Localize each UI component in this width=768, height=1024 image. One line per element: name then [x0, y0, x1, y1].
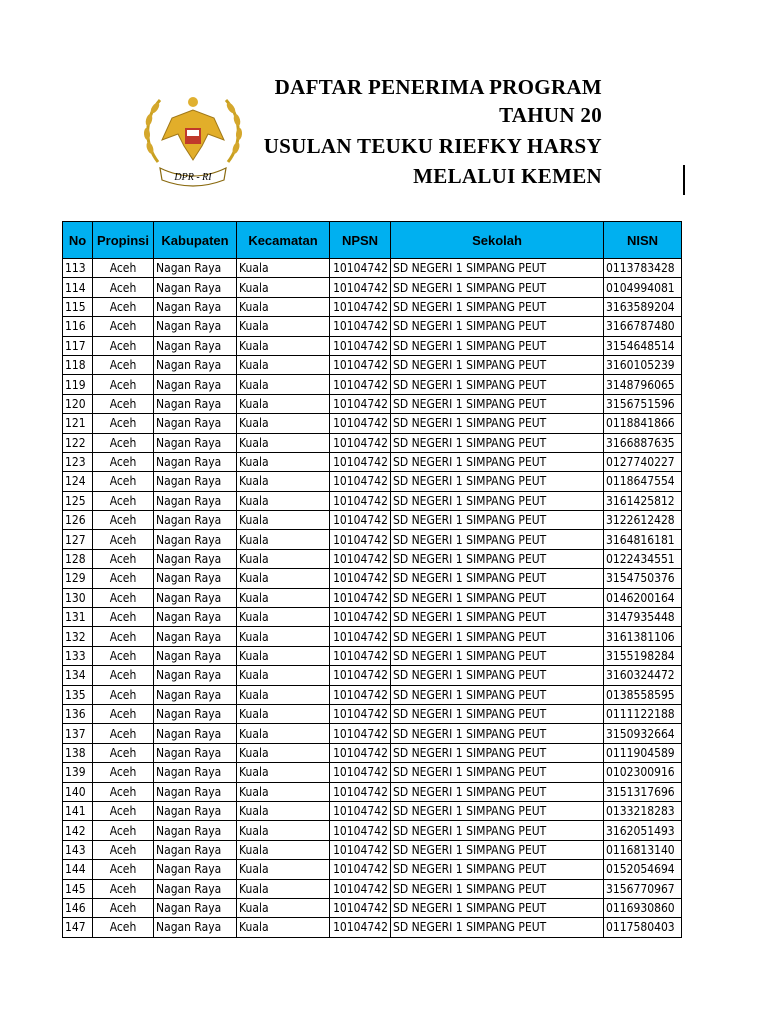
- table-row: [63, 530, 682, 549]
- cell-no: 145: [63, 879, 93, 898]
- cell-no: 129: [63, 569, 93, 588]
- cell-sekolah: SD NEGERI 1 SIMPANG PEUT: [391, 898, 604, 917]
- cell-npsn: 10104742: [330, 704, 391, 723]
- cell-npsn: 10104742: [330, 259, 391, 278]
- cell-no: 130: [63, 588, 93, 607]
- cell-kabupaten: Nagan Raya: [154, 724, 237, 743]
- cell-npsn: 10104742: [330, 549, 391, 568]
- table-row: [63, 782, 682, 801]
- cell-propinsi: Aceh: [93, 433, 154, 452]
- emblem-label: DPR - RI: [174, 172, 212, 183]
- cell-sekolah: SD NEGERI 1 SIMPANG PEUT: [391, 375, 604, 394]
- cell-nisn: 3162051493: [604, 821, 682, 840]
- cell-npsn: 10104742: [330, 821, 391, 840]
- cell-kecamatan: Kuala: [237, 918, 330, 937]
- column-header-npsn: NPSN: [330, 222, 391, 259]
- cell-sekolah: SD NEGERI 1 SIMPANG PEUT: [391, 763, 604, 782]
- table-row: [63, 704, 682, 723]
- cell-kabupaten: Nagan Raya: [154, 317, 237, 336]
- cell-sekolah: SD NEGERI 1 SIMPANG PEUT: [391, 588, 604, 607]
- cell-propinsi: Aceh: [93, 394, 154, 413]
- table-row: [63, 724, 682, 743]
- cell-propinsi: Aceh: [93, 666, 154, 685]
- cell-kabupaten: Nagan Raya: [154, 840, 237, 859]
- cell-no: 131: [63, 608, 93, 627]
- cell-kabupaten: Nagan Raya: [154, 549, 237, 568]
- cell-propinsi: Aceh: [93, 646, 154, 665]
- cell-no: 124: [63, 472, 93, 491]
- cell-npsn: 10104742: [330, 375, 391, 394]
- cell-kecamatan: Kuala: [237, 317, 330, 336]
- cell-no: 116: [63, 317, 93, 336]
- cell-sekolah: SD NEGERI 1 SIMPANG PEUT: [391, 782, 604, 801]
- cell-kabupaten: Nagan Raya: [154, 918, 237, 937]
- cell-kecamatan: Kuala: [237, 704, 330, 723]
- table-row: [63, 608, 682, 627]
- cell-sekolah: SD NEGERI 1 SIMPANG PEUT: [391, 918, 604, 937]
- cell-nisn: 3166887635: [604, 433, 682, 452]
- cell-no: 128: [63, 549, 93, 568]
- cell-sekolah: SD NEGERI 1 SIMPANG PEUT: [391, 317, 604, 336]
- cell-propinsi: Aceh: [93, 879, 154, 898]
- cell-npsn: 10104742: [330, 608, 391, 627]
- cell-kecamatan: Kuala: [237, 608, 330, 627]
- cell-kabupaten: Nagan Raya: [154, 743, 237, 762]
- cell-npsn: 10104742: [330, 472, 391, 491]
- cell-nisn: 3160105239: [604, 355, 682, 374]
- cell-kecamatan: Kuala: [237, 355, 330, 374]
- cell-npsn: 10104742: [330, 491, 391, 510]
- cell-kecamatan: Kuala: [237, 743, 330, 762]
- cell-nisn: 3161381106: [604, 627, 682, 646]
- cell-kabupaten: Nagan Raya: [154, 394, 237, 413]
- table-row: [63, 821, 682, 840]
- column-header-sekolah: Sekolah: [391, 222, 604, 259]
- cell-kecamatan: Kuala: [237, 588, 330, 607]
- column-header-kabupaten: Kabupaten: [154, 222, 237, 259]
- table-row: [63, 433, 682, 452]
- recipient-table: [62, 221, 682, 938]
- cell-kecamatan: Kuala: [237, 860, 330, 879]
- cell-nisn: 3164816181: [604, 530, 682, 549]
- table-row: [63, 549, 682, 568]
- cell-sekolah: SD NEGERI 1 SIMPANG PEUT: [391, 860, 604, 879]
- cell-propinsi: Aceh: [93, 918, 154, 937]
- cell-kabupaten: Nagan Raya: [154, 278, 237, 297]
- cell-npsn: 10104742: [330, 743, 391, 762]
- cell-kabupaten: Nagan Raya: [154, 511, 237, 530]
- cell-npsn: 10104742: [330, 588, 391, 607]
- cell-propinsi: Aceh: [93, 375, 154, 394]
- cell-no: 140: [63, 782, 93, 801]
- cell-kabupaten: Nagan Raya: [154, 782, 237, 801]
- document-title-line-2: TAHUN 20: [499, 103, 602, 127]
- cell-kecamatan: Kuala: [237, 569, 330, 588]
- cell-sekolah: SD NEGERI 1 SIMPANG PEUT: [391, 530, 604, 549]
- cell-nisn: 3148796065: [604, 375, 682, 394]
- table-row: [63, 860, 682, 879]
- cell-npsn: 10104742: [330, 782, 391, 801]
- cell-kabupaten: Nagan Raya: [154, 666, 237, 685]
- cell-nisn: 3154750376: [604, 569, 682, 588]
- cell-propinsi: Aceh: [93, 530, 154, 549]
- cell-npsn: 10104742: [330, 414, 391, 433]
- cell-propinsi: Aceh: [93, 743, 154, 762]
- cell-propinsi: Aceh: [93, 704, 154, 723]
- table-row: [63, 918, 682, 937]
- cell-sekolah: SD NEGERI 1 SIMPANG PEUT: [391, 278, 604, 297]
- cell-no: 143: [63, 840, 93, 859]
- cell-npsn: 10104742: [330, 627, 391, 646]
- cell-propinsi: Aceh: [93, 801, 154, 820]
- cell-propinsi: Aceh: [93, 297, 154, 316]
- cell-npsn: 10104742: [330, 840, 391, 859]
- cell-npsn: 10104742: [330, 336, 391, 355]
- cell-kabupaten: Nagan Raya: [154, 879, 237, 898]
- column-header-no: No: [63, 222, 93, 259]
- cell-nisn: 3147935448: [604, 608, 682, 627]
- cell-sekolah: SD NEGERI 1 SIMPANG PEUT: [391, 627, 604, 646]
- cell-sekolah: SD NEGERI 1 SIMPANG PEUT: [391, 394, 604, 413]
- cell-propinsi: Aceh: [93, 317, 154, 336]
- cell-no: 121: [63, 414, 93, 433]
- table-row: [63, 685, 682, 704]
- cell-no: 115: [63, 297, 93, 316]
- cell-nisn: 3151317696: [604, 782, 682, 801]
- cell-nisn: 0146200164: [604, 588, 682, 607]
- cell-no: 141: [63, 801, 93, 820]
- column-header-nisn: NISN: [604, 222, 682, 259]
- cell-kecamatan: Kuala: [237, 646, 330, 665]
- table-row: [63, 801, 682, 820]
- cell-nisn: 3166787480: [604, 317, 682, 336]
- cell-kabupaten: Nagan Raya: [154, 704, 237, 723]
- cell-npsn: 10104742: [330, 355, 391, 374]
- cell-nisn: 0111122188: [604, 704, 682, 723]
- cell-npsn: 10104742: [330, 530, 391, 549]
- cell-propinsi: Aceh: [93, 355, 154, 374]
- cell-nisn: 3154648514: [604, 336, 682, 355]
- cell-kabupaten: Nagan Raya: [154, 569, 237, 588]
- cell-no: 134: [63, 666, 93, 685]
- cell-kecamatan: Kuala: [237, 821, 330, 840]
- cell-sekolah: SD NEGERI 1 SIMPANG PEUT: [391, 840, 604, 859]
- cell-nisn: 0127740227: [604, 452, 682, 471]
- table-row: [63, 375, 682, 394]
- cell-kabupaten: Nagan Raya: [154, 433, 237, 452]
- cell-npsn: 10104742: [330, 394, 391, 413]
- cell-nisn: 0104994081: [604, 278, 682, 297]
- cell-propinsi: Aceh: [93, 608, 154, 627]
- cell-nisn: 0116813140: [604, 840, 682, 859]
- cell-sekolah: SD NEGERI 1 SIMPANG PEUT: [391, 666, 604, 685]
- cell-kecamatan: Kuala: [237, 627, 330, 646]
- cell-no: 138: [63, 743, 93, 762]
- cell-kecamatan: Kuala: [237, 259, 330, 278]
- cell-kecamatan: Kuala: [237, 278, 330, 297]
- cell-propinsi: Aceh: [93, 763, 154, 782]
- cell-kabupaten: Nagan Raya: [154, 491, 237, 510]
- cell-sekolah: SD NEGERI 1 SIMPANG PEUT: [391, 297, 604, 316]
- table-row: [63, 355, 682, 374]
- cell-kecamatan: Kuala: [237, 452, 330, 471]
- cell-nisn: 3156751596: [604, 394, 682, 413]
- cell-kecamatan: Kuala: [237, 375, 330, 394]
- dpr-ri-emblem-icon: [138, 84, 248, 192]
- cell-no: 147: [63, 918, 93, 937]
- cell-nisn: 0116930860: [604, 898, 682, 917]
- cell-kabupaten: Nagan Raya: [154, 588, 237, 607]
- cell-kecamatan: Kuala: [237, 530, 330, 549]
- table-row: [63, 627, 682, 646]
- cell-nisn: 0111904589: [604, 743, 682, 762]
- cell-nisn: 0113783428: [604, 259, 682, 278]
- cell-nisn: 3163589204: [604, 297, 682, 316]
- cell-sekolah: SD NEGERI 1 SIMPANG PEUT: [391, 511, 604, 530]
- cell-propinsi: Aceh: [93, 511, 154, 530]
- cell-sekolah: SD NEGERI 1 SIMPANG PEUT: [391, 685, 604, 704]
- cell-sekolah: SD NEGERI 1 SIMPANG PEUT: [391, 879, 604, 898]
- document-title-line-1: DAFTAR PENERIMA PROGRAM: [274, 75, 602, 99]
- table-row: [63, 569, 682, 588]
- cell-kabupaten: Nagan Raya: [154, 336, 237, 355]
- table-row: [63, 666, 682, 685]
- cell-kabupaten: Nagan Raya: [154, 472, 237, 491]
- cell-sekolah: SD NEGERI 1 SIMPANG PEUT: [391, 355, 604, 374]
- cell-kecamatan: Kuala: [237, 394, 330, 413]
- cell-kabupaten: Nagan Raya: [154, 414, 237, 433]
- document-title-line-3: USULAN TEUKU RIEFKY HARSY: [263, 134, 602, 158]
- cell-no: 142: [63, 821, 93, 840]
- cell-propinsi: Aceh: [93, 898, 154, 917]
- cell-nisn: 3150932664: [604, 724, 682, 743]
- cell-kabupaten: Nagan Raya: [154, 821, 237, 840]
- table-row: [63, 394, 682, 413]
- cell-no: 117: [63, 336, 93, 355]
- cell-kabupaten: Nagan Raya: [154, 530, 237, 549]
- cell-sekolah: SD NEGERI 1 SIMPANG PEUT: [391, 801, 604, 820]
- table-row: [63, 588, 682, 607]
- cell-sekolah: SD NEGERI 1 SIMPANG PEUT: [391, 259, 604, 278]
- cell-npsn: 10104742: [330, 801, 391, 820]
- cell-npsn: 10104742: [330, 297, 391, 316]
- cell-npsn: 10104742: [330, 763, 391, 782]
- cell-no: 139: [63, 763, 93, 782]
- cell-sekolah: SD NEGERI 1 SIMPANG PEUT: [391, 433, 604, 452]
- cell-npsn: 10104742: [330, 569, 391, 588]
- cell-nisn: 0133218283: [604, 801, 682, 820]
- cell-nisn: 0138558595: [604, 685, 682, 704]
- cell-propinsi: Aceh: [93, 336, 154, 355]
- cell-sekolah: SD NEGERI 1 SIMPANG PEUT: [391, 646, 604, 665]
- cell-no: 123: [63, 452, 93, 471]
- table-row: [63, 297, 682, 316]
- cell-kabupaten: Nagan Raya: [154, 801, 237, 820]
- cell-kecamatan: Kuala: [237, 414, 330, 433]
- cell-npsn: 10104742: [330, 879, 391, 898]
- cell-propinsi: Aceh: [93, 569, 154, 588]
- table-row: [63, 452, 682, 471]
- cell-sekolah: SD NEGERI 1 SIMPANG PEUT: [391, 549, 604, 568]
- cell-nisn: 3155198284: [604, 646, 682, 665]
- cell-kecamatan: Kuala: [237, 511, 330, 530]
- cell-npsn: 10104742: [330, 452, 391, 471]
- cell-nisn: 0102300916: [604, 763, 682, 782]
- cell-kecamatan: Kuala: [237, 840, 330, 859]
- cell-no: 120: [63, 394, 93, 413]
- cell-kabupaten: Nagan Raya: [154, 860, 237, 879]
- cell-sekolah: SD NEGERI 1 SIMPANG PEUT: [391, 452, 604, 471]
- cell-sekolah: SD NEGERI 1 SIMPANG PEUT: [391, 336, 604, 355]
- table-body: [63, 259, 682, 938]
- cell-npsn: 10104742: [330, 278, 391, 297]
- cell-npsn: 10104742: [330, 685, 391, 704]
- cell-sekolah: SD NEGERI 1 SIMPANG PEUT: [391, 491, 604, 510]
- cell-kecamatan: Kuala: [237, 898, 330, 917]
- cell-npsn: 10104742: [330, 646, 391, 665]
- cell-no: 133: [63, 646, 93, 665]
- cell-kecamatan: Kuala: [237, 336, 330, 355]
- cell-kabupaten: Nagan Raya: [154, 898, 237, 917]
- cell-kecamatan: Kuala: [237, 782, 330, 801]
- cell-sekolah: SD NEGERI 1 SIMPANG PEUT: [391, 608, 604, 627]
- cell-propinsi: Aceh: [93, 840, 154, 859]
- cell-no: 132: [63, 627, 93, 646]
- cell-kabupaten: Nagan Raya: [154, 375, 237, 394]
- cell-kabupaten: Nagan Raya: [154, 763, 237, 782]
- cell-kabupaten: Nagan Raya: [154, 608, 237, 627]
- cell-propinsi: Aceh: [93, 549, 154, 568]
- cell-propinsi: Aceh: [93, 452, 154, 471]
- cell-propinsi: Aceh: [93, 491, 154, 510]
- page-edge-line: [683, 165, 685, 195]
- cell-no: 144: [63, 860, 93, 879]
- cell-sekolah: SD NEGERI 1 SIMPANG PEUT: [391, 704, 604, 723]
- table-row: [63, 259, 682, 278]
- cell-no: 118: [63, 355, 93, 374]
- table-row: [63, 414, 682, 433]
- cell-npsn: 10104742: [330, 317, 391, 336]
- table-row: [63, 879, 682, 898]
- cell-sekolah: SD NEGERI 1 SIMPANG PEUT: [391, 724, 604, 743]
- cell-kecamatan: Kuala: [237, 433, 330, 452]
- cell-npsn: 10104742: [330, 724, 391, 743]
- cell-propinsi: Aceh: [93, 627, 154, 646]
- cell-kabupaten: Nagan Raya: [154, 627, 237, 646]
- cell-propinsi: Aceh: [93, 821, 154, 840]
- table-row: [63, 898, 682, 917]
- cell-propinsi: Aceh: [93, 782, 154, 801]
- cell-propinsi: Aceh: [93, 259, 154, 278]
- cell-nisn: 0152054694: [604, 860, 682, 879]
- table-row: [63, 743, 682, 762]
- cell-no: 126: [63, 511, 93, 530]
- cell-sekolah: SD NEGERI 1 SIMPANG PEUT: [391, 569, 604, 588]
- cell-propinsi: Aceh: [93, 278, 154, 297]
- table-row: [63, 646, 682, 665]
- table-row: [63, 511, 682, 530]
- cell-kecamatan: Kuala: [237, 472, 330, 491]
- column-header-kecamatan: Kecamatan: [237, 222, 330, 259]
- cell-sekolah: SD NEGERI 1 SIMPANG PEUT: [391, 743, 604, 762]
- cell-no: 113: [63, 259, 93, 278]
- document-title-line-4: MELALUI KEMEN: [413, 164, 602, 188]
- cell-npsn: 10104742: [330, 898, 391, 917]
- cell-no: 119: [63, 375, 93, 394]
- cell-sekolah: SD NEGERI 1 SIMPANG PEUT: [391, 821, 604, 840]
- cell-no: 122: [63, 433, 93, 452]
- cell-propinsi: Aceh: [93, 414, 154, 433]
- cell-sekolah: SD NEGERI 1 SIMPANG PEUT: [391, 472, 604, 491]
- cell-kecamatan: Kuala: [237, 666, 330, 685]
- cell-kecamatan: Kuala: [237, 549, 330, 568]
- cell-nisn: 0118647554: [604, 472, 682, 491]
- cell-no: 146: [63, 898, 93, 917]
- table-row: [63, 336, 682, 355]
- cell-kecamatan: Kuala: [237, 879, 330, 898]
- table-row: [63, 491, 682, 510]
- cell-nisn: 0117580403: [604, 918, 682, 937]
- cell-sekolah: SD NEGERI 1 SIMPANG PEUT: [391, 414, 604, 433]
- cell-no: 137: [63, 724, 93, 743]
- cell-nisn: 0118841866: [604, 414, 682, 433]
- table-row: [63, 763, 682, 782]
- cell-kabupaten: Nagan Raya: [154, 259, 237, 278]
- cell-npsn: 10104742: [330, 433, 391, 452]
- cell-no: 136: [63, 704, 93, 723]
- column-header-propinsi: Propinsi: [93, 222, 154, 259]
- cell-kabupaten: Nagan Raya: [154, 297, 237, 316]
- cell-nisn: 0122434551: [604, 549, 682, 568]
- cell-propinsi: Aceh: [93, 685, 154, 704]
- cell-no: 135: [63, 685, 93, 704]
- cell-nisn: 3161425812: [604, 491, 682, 510]
- cell-no: 125: [63, 491, 93, 510]
- table-row: [63, 840, 682, 859]
- cell-kecamatan: Kuala: [237, 801, 330, 820]
- cell-kabupaten: Nagan Raya: [154, 685, 237, 704]
- table-row: [63, 472, 682, 491]
- cell-no: 127: [63, 530, 93, 549]
- cell-kecamatan: Kuala: [237, 724, 330, 743]
- cell-npsn: 10104742: [330, 860, 391, 879]
- cell-kecamatan: Kuala: [237, 491, 330, 510]
- cell-no: 114: [63, 278, 93, 297]
- cell-npsn: 10104742: [330, 666, 391, 685]
- cell-kabupaten: Nagan Raya: [154, 452, 237, 471]
- cell-kabupaten: Nagan Raya: [154, 646, 237, 665]
- cell-kabupaten: Nagan Raya: [154, 355, 237, 374]
- cell-nisn: 3122612428: [604, 511, 682, 530]
- cell-kecamatan: Kuala: [237, 297, 330, 316]
- cell-nisn: 3160324472: [604, 666, 682, 685]
- table-row: [63, 317, 682, 336]
- cell-npsn: 10104742: [330, 918, 391, 937]
- cell-propinsi: Aceh: [93, 860, 154, 879]
- table-header-row: [63, 222, 682, 259]
- cell-nisn: 3156770967: [604, 879, 682, 898]
- cell-kecamatan: Kuala: [237, 763, 330, 782]
- table-row: [63, 278, 682, 297]
- cell-propinsi: Aceh: [93, 724, 154, 743]
- cell-propinsi: Aceh: [93, 588, 154, 607]
- cell-kecamatan: Kuala: [237, 685, 330, 704]
- cell-propinsi: Aceh: [93, 472, 154, 491]
- cell-npsn: 10104742: [330, 511, 391, 530]
